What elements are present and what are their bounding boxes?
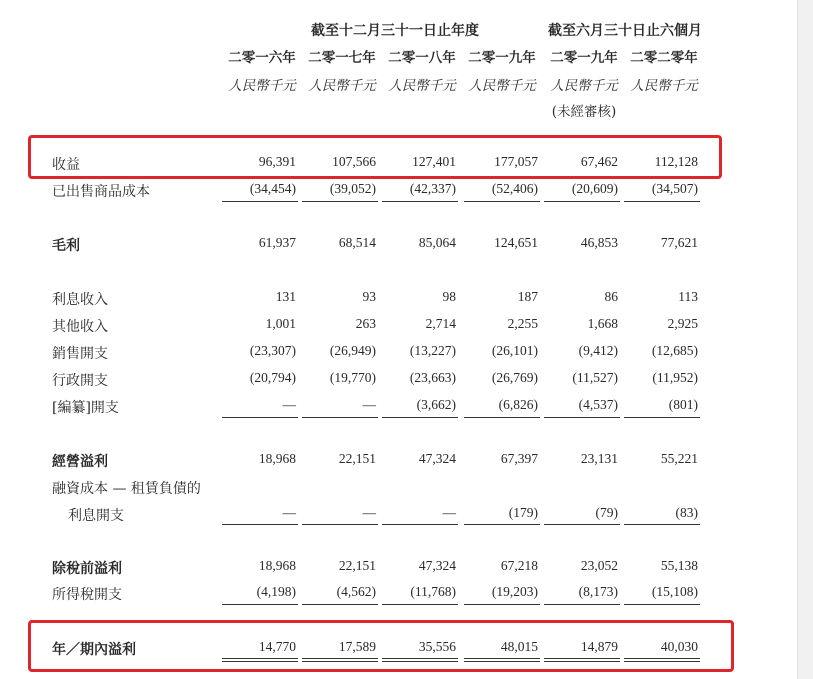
underline bbox=[624, 201, 700, 202]
cell-net-2016: 14,770 bbox=[258, 639, 296, 654]
cell-op-2018: 47,324 bbox=[418, 451, 456, 466]
cell-other-2019h1: 1,668 bbox=[587, 316, 618, 331]
underline bbox=[302, 524, 378, 525]
cell-redacted-2017: — bbox=[362, 397, 376, 412]
cell-interest-2018: 98 bbox=[442, 289, 456, 304]
cell-interest-2016: 131 bbox=[275, 289, 296, 304]
cell-redacted-2019: (6,826) bbox=[498, 397, 538, 412]
cell-admin-2019: (26,769) bbox=[491, 370, 538, 385]
underline bbox=[222, 201, 298, 202]
underline bbox=[382, 524, 458, 525]
cell-cogs-2019h1: (20,609) bbox=[571, 181, 618, 196]
cell-interest-2020h1: 113 bbox=[678, 289, 698, 304]
cell-tax-2019h1: (8,173) bbox=[578, 584, 618, 599]
cell-tax-2016: (4,198) bbox=[256, 584, 296, 599]
cell-net-2020h1: 40,030 bbox=[660, 639, 698, 654]
cell-selling-2017: (26,949) bbox=[329, 343, 376, 358]
cell-admin-2020h1: (11,952) bbox=[652, 370, 698, 385]
underline bbox=[302, 417, 378, 418]
cell-revenue-2019h1: 67,462 bbox=[580, 154, 618, 169]
cell-selling-2018: (13,227) bbox=[409, 343, 456, 358]
header-unit: 人民幣千元 bbox=[228, 78, 296, 94]
cell-admin-2019h1: (11,527) bbox=[572, 370, 618, 385]
cell-op-2020h1: 55,221 bbox=[660, 451, 698, 466]
underline bbox=[624, 417, 700, 418]
cell-cogs-2019: (52,406) bbox=[491, 181, 538, 196]
row-label-interest-income: 利息收入 bbox=[52, 292, 108, 308]
underline bbox=[222, 604, 298, 605]
cell-redacted-2020h1: (801) bbox=[668, 397, 698, 412]
cell-op-2017: 22,151 bbox=[338, 451, 376, 466]
cell-redacted-2018: (3,662) bbox=[416, 397, 456, 412]
underline bbox=[464, 417, 540, 418]
header-year-2019-h1: 二零一九年 bbox=[550, 50, 618, 66]
row-label-finance-cost-line1: 融資成本 — 租賃負債的 bbox=[52, 481, 201, 497]
header-unit: 人民幣千元 bbox=[308, 78, 376, 94]
row-label-redacted-expenses: [編纂]開支 bbox=[52, 400, 119, 416]
cell-other-2017: 263 bbox=[355, 316, 376, 331]
row-label-other-income: 其他收入 bbox=[52, 319, 108, 335]
cell-net-2018: 35,556 bbox=[418, 639, 456, 654]
scrollbar-track[interactable] bbox=[797, 0, 813, 679]
header-year-2019: 二零一九年 bbox=[468, 50, 536, 66]
underline bbox=[222, 417, 298, 418]
header-year-2020-h1: 二零二零年 bbox=[630, 50, 698, 66]
row-label-income-tax: 所得稅開支 bbox=[52, 587, 122, 603]
cell-redacted-2019h1: (4,537) bbox=[578, 397, 618, 412]
cell-gross-2017: 68,514 bbox=[338, 235, 376, 250]
underline bbox=[544, 201, 620, 202]
underline bbox=[222, 524, 298, 525]
underline bbox=[544, 417, 620, 418]
cell-net-2017: 17,589 bbox=[338, 639, 376, 654]
cell-admin-2018: (23,663) bbox=[409, 370, 456, 385]
underline bbox=[382, 201, 458, 202]
row-label-finance-cost: 利息開支 bbox=[68, 508, 124, 524]
underline bbox=[464, 201, 540, 202]
highlight-box-net-profit bbox=[28, 620, 734, 672]
cell-cogs-2017: (39,052) bbox=[329, 181, 376, 196]
cell-pbt-2017: 22,151 bbox=[338, 558, 376, 573]
cell-finance-2019h1: (79) bbox=[595, 505, 618, 520]
underline bbox=[464, 524, 540, 525]
header-unaudited-note: (未經審核) bbox=[551, 104, 617, 120]
cell-gross-2019h1: 46,853 bbox=[580, 235, 618, 250]
cell-tax-2020h1: (15,108) bbox=[651, 584, 698, 599]
cell-selling-2020h1: (12,685) bbox=[651, 343, 698, 358]
cell-cogs-2018: (42,337) bbox=[409, 181, 456, 196]
cell-other-2019: 2,255 bbox=[507, 316, 538, 331]
header-unit: 人民幣千元 bbox=[468, 78, 536, 94]
cell-admin-2016: (20,794) bbox=[249, 370, 296, 385]
cell-op-2019: 67,397 bbox=[500, 451, 538, 466]
header-year-2018: 二零一八年 bbox=[388, 50, 456, 66]
cell-revenue-2019: 177,057 bbox=[494, 154, 538, 169]
cell-selling-2019h1: (9,412) bbox=[578, 343, 618, 358]
underline bbox=[302, 201, 378, 202]
cell-gross-2020h1: 77,621 bbox=[660, 235, 698, 250]
cell-revenue-2018: 127,401 bbox=[412, 154, 456, 169]
highlight-box-revenue bbox=[28, 135, 722, 179]
cell-pbt-2018: 47,324 bbox=[418, 558, 456, 573]
row-label-net-profit: 年／期內溢利 bbox=[52, 642, 136, 658]
underline bbox=[624, 524, 700, 525]
cell-revenue-2017: 107,566 bbox=[332, 154, 376, 169]
cell-interest-2019h1: 86 bbox=[604, 289, 618, 304]
underline bbox=[382, 604, 458, 605]
cell-finance-2019: (179) bbox=[508, 505, 538, 520]
cell-finance-2017: — bbox=[362, 505, 376, 520]
cell-interest-2017: 93 bbox=[362, 289, 376, 304]
cell-tax-2017: (4,562) bbox=[336, 584, 376, 599]
cell-net-2019h1: 14,879 bbox=[580, 639, 618, 654]
cell-pbt-2016: 18,968 bbox=[258, 558, 296, 573]
header-year-2017: 二零一七年 bbox=[308, 50, 376, 66]
underline bbox=[544, 604, 620, 605]
row-label-cost-of-goods: 已出售商品成本 bbox=[52, 184, 150, 200]
header-six-months-group: 截至六月三十日止六個月 bbox=[548, 23, 702, 39]
cell-finance-2018: — bbox=[442, 505, 456, 520]
cell-finance-2016: — bbox=[282, 505, 296, 520]
cell-other-2016: 1,001 bbox=[265, 316, 296, 331]
cell-selling-2019: (26,101) bbox=[491, 343, 538, 358]
cell-tax-2018: (11,768) bbox=[410, 584, 456, 599]
cell-other-2018: 2,714 bbox=[425, 316, 456, 331]
underline bbox=[382, 417, 458, 418]
cell-op-2019h1: 23,131 bbox=[580, 451, 618, 466]
cell-interest-2019: 187 bbox=[517, 289, 538, 304]
cell-pbt-2020h1: 55,138 bbox=[660, 558, 698, 573]
cell-other-2020h1: 2,925 bbox=[667, 316, 698, 331]
header-fiscal-year-group: 截至十二月三十一日止年度 bbox=[311, 23, 479, 39]
cell-cogs-2016: (34,454) bbox=[249, 181, 296, 196]
cell-gross-2018: 85,064 bbox=[418, 235, 456, 250]
row-label-admin-expenses: 行政開支 bbox=[52, 373, 108, 389]
cell-revenue-2016: 96,391 bbox=[258, 154, 296, 169]
cell-gross-2019: 124,651 bbox=[494, 235, 538, 250]
cell-pbt-2019: 67,218 bbox=[500, 558, 538, 573]
cell-net-2019: 48,015 bbox=[500, 639, 538, 654]
cell-cogs-2020h1: (34,507) bbox=[651, 181, 698, 196]
cell-finance-2020h1: (83) bbox=[675, 505, 698, 520]
row-label-profit-before-tax: 除稅前溢利 bbox=[52, 561, 122, 577]
underline bbox=[624, 604, 700, 605]
cell-gross-2016: 61,937 bbox=[258, 235, 296, 250]
underline bbox=[464, 604, 540, 605]
row-label-operating-profit: 經營溢利 bbox=[52, 454, 108, 470]
cell-redacted-2016: — bbox=[282, 397, 296, 412]
cell-admin-2017: (19,770) bbox=[329, 370, 376, 385]
underline bbox=[302, 604, 378, 605]
header-unit: 人民幣千元 bbox=[550, 78, 618, 94]
cell-pbt-2019h1: 23,052 bbox=[580, 558, 618, 573]
header-unit: 人民幣千元 bbox=[388, 78, 456, 94]
cell-revenue-2020h1: 112,128 bbox=[654, 154, 698, 169]
header-unit: 人民幣千元 bbox=[630, 78, 698, 94]
header-year-2016: 二零一六年 bbox=[228, 50, 296, 66]
cell-tax-2019: (19,203) bbox=[491, 584, 538, 599]
cell-selling-2016: (23,307) bbox=[249, 343, 296, 358]
row-label-revenue: 收益 bbox=[52, 157, 80, 173]
underline bbox=[544, 524, 620, 525]
row-label-gross-profit: 毛利 bbox=[52, 238, 80, 254]
row-label-selling-expenses: 銷售開支 bbox=[52, 346, 108, 362]
cell-op-2016: 18,968 bbox=[258, 451, 296, 466]
